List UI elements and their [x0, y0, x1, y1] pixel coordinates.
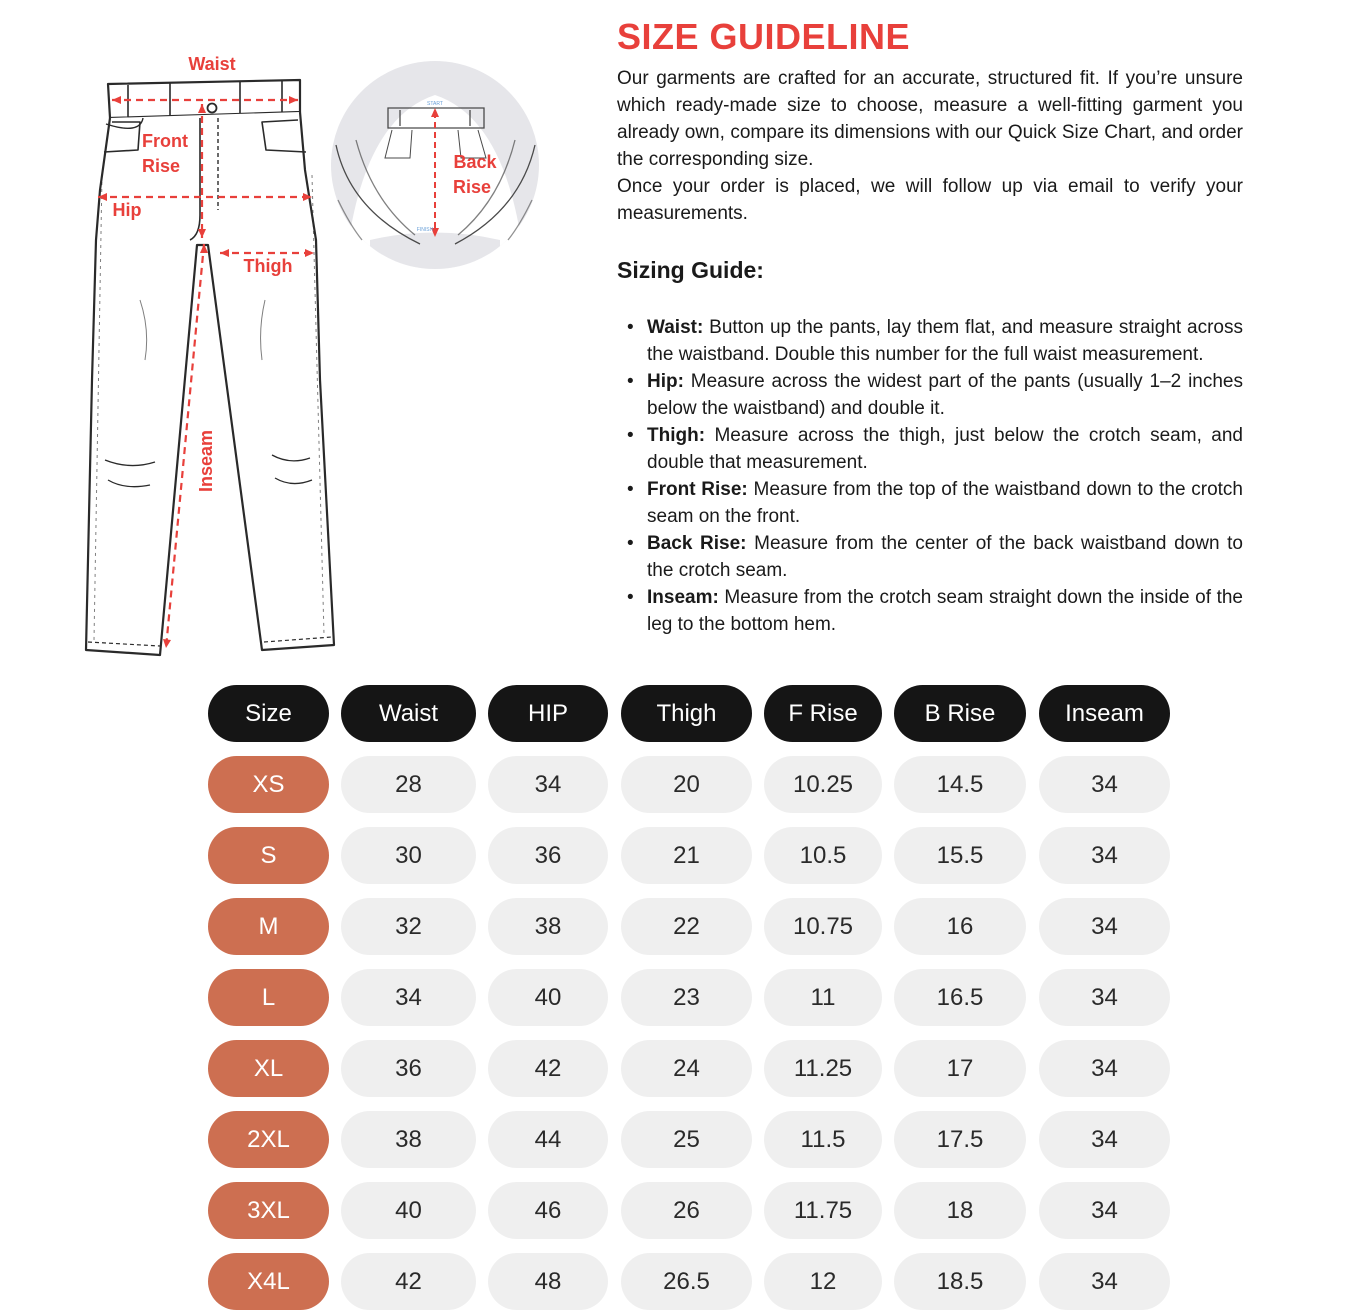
- front-rise-cell: 10.5: [764, 827, 882, 884]
- size-cell: S: [208, 827, 329, 884]
- bullet-icon: •: [627, 371, 634, 392]
- pants-front-illustration: [60, 40, 340, 670]
- front-rise-label-line1: Front: [142, 131, 188, 151]
- hip-cell: 36: [488, 827, 608, 884]
- sizing-guide-text: Button up the pants, lay them flat, and measure straight across the waistband. Double this number for the full waist measurement.: [647, 317, 1243, 365]
- hip-cell: 44: [488, 1111, 608, 1168]
- sizing-guide-text: Measure across the thigh, just below the crotch seam, and double that measurement.: [647, 425, 1243, 473]
- thigh-cell: 20: [621, 756, 752, 813]
- waist-cell: 38: [341, 1111, 476, 1168]
- inseam-label: Inseam: [196, 429, 216, 493]
- thigh-cell: 24: [621, 1040, 752, 1097]
- finish-marker: FINISH: [416, 227, 434, 233]
- sizing-guide-heading: Sizing Guide:: [617, 257, 764, 283]
- front-rise-cell: 10.25: [764, 756, 882, 813]
- back-rise-cell: 16.5: [894, 969, 1026, 1026]
- front-rise-cell: 12: [764, 1253, 882, 1310]
- intro-paragraph: Our garments are crafted for an accurate, structured fit. If you’re unsure which ready-made size to choose, measure a well-fitting garment you already own, compare its dimensions with our Quick Size Chart, and order the corresponding size.: [617, 68, 1243, 170]
- waist-cell: 36: [341, 1040, 476, 1097]
- sizing-guide-term: Waist:: [647, 317, 704, 338]
- sizing-guide-text: Measure across the widest part of the pants (usually 1–2 inches below the waistband) and double it.: [647, 371, 1243, 419]
- back-rise-cell: 18: [894, 1182, 1026, 1239]
- size-cell: XS: [208, 756, 329, 813]
- front-rise-cell: 10.75: [764, 898, 882, 955]
- size-cell: XL: [208, 1040, 329, 1097]
- size-cell: 2XL: [208, 1111, 329, 1168]
- hip-cell: 40: [488, 969, 608, 1026]
- sizing-guide-item: [617, 530, 1243, 584]
- back-rise-cell: 15.5: [894, 827, 1026, 884]
- page-title: SIZE GUIDELINE: [617, 16, 911, 57]
- waist-cell: 34: [341, 969, 476, 1026]
- back-rise-cell: 18.5: [894, 1253, 1026, 1310]
- inseam-cell: 34: [1039, 827, 1170, 884]
- inseam-cell: 34: [1039, 756, 1170, 813]
- inseam-cell: 34: [1039, 1253, 1170, 1310]
- hip-cell: 48: [488, 1253, 608, 1310]
- size-cell: 3XL: [208, 1182, 329, 1239]
- header-size: Size: [208, 685, 329, 742]
- sizing-guide-item: [617, 584, 1243, 638]
- size-cell: M: [208, 898, 329, 955]
- header-front-rise: F Rise: [764, 685, 882, 742]
- bullet-icon: •: [627, 587, 634, 608]
- waist-cell: 32: [341, 898, 476, 955]
- thigh-cell: 22: [621, 898, 752, 955]
- thigh-cell: 25: [621, 1111, 752, 1168]
- back-rise-cell: 14.5: [894, 756, 1026, 813]
- front-rise-cell: 11.5: [764, 1111, 882, 1168]
- sizing-guide-term: Hip:: [647, 371, 684, 392]
- back-rise-illustration: [330, 60, 540, 275]
- inseam-cell: 34: [1039, 898, 1170, 955]
- header-back-rise: B Rise: [894, 685, 1026, 742]
- size-cell: L: [208, 969, 329, 1026]
- sizing-guide-text: Measure from the crotch seam straight down the inside of the leg to the bottom hem.: [647, 587, 1243, 635]
- back-rise-cell: 16: [894, 898, 1026, 955]
- thigh-cell: 21: [621, 827, 752, 884]
- inseam-cell: 34: [1039, 1111, 1170, 1168]
- sizing-guide-item: [617, 476, 1243, 530]
- sizing-guide-text: Measure from the center of the back waistband down to the crotch seam.: [647, 533, 1243, 581]
- intro-followup-paragraph: Once your order is placed, we will follow up via email to verify your measurements.: [617, 176, 1243, 224]
- header-waist: Waist: [341, 685, 476, 742]
- hip-cell: 38: [488, 898, 608, 955]
- sizing-guide-text: Measure from the top of the waistband down to the crotch seam on the front.: [647, 479, 1243, 527]
- header-inseam: Inseam: [1039, 685, 1170, 742]
- size-cell: X4L: [208, 1253, 329, 1310]
- front-rise-cell: 11: [764, 969, 882, 1026]
- front-rise-label-line2: Rise: [141, 156, 181, 176]
- sizing-guide-item: [617, 422, 1243, 476]
- waist-cell: 30: [341, 827, 476, 884]
- inseam-cell: 34: [1039, 1040, 1170, 1097]
- inseam-cell: 34: [1039, 1182, 1170, 1239]
- waist-label: Waist: [188, 54, 236, 74]
- start-marker: START: [427, 101, 443, 107]
- sizing-guide-list: [617, 314, 1243, 638]
- sizing-guide-term: Inseam:: [647, 587, 719, 608]
- header-hip: HIP: [488, 685, 608, 742]
- bullet-icon: •: [627, 425, 634, 446]
- bullet-icon: •: [627, 479, 634, 500]
- thigh-cell: 23: [621, 969, 752, 1026]
- hip-label: Hip: [112, 200, 142, 220]
- waist-cell: 40: [341, 1182, 476, 1239]
- inseam-cell: 34: [1039, 969, 1170, 1026]
- back-rise-label-line2: Rise: [452, 177, 492, 197]
- waist-cell: 42: [341, 1253, 476, 1310]
- hip-cell: 42: [488, 1040, 608, 1097]
- bullet-icon: •: [627, 533, 634, 554]
- hip-cell: 46: [488, 1182, 608, 1239]
- thigh-cell: 26.5: [621, 1253, 752, 1310]
- sizing-guide-term: Back Rise:: [647, 533, 747, 554]
- sizing-guide-item: [617, 368, 1243, 422]
- bullet-icon: •: [627, 317, 634, 338]
- header-thigh: Thigh: [621, 685, 752, 742]
- hip-cell: 34: [488, 756, 608, 813]
- sizing-guide-term: Thigh:: [647, 425, 706, 446]
- thigh-cell: 26: [621, 1182, 752, 1239]
- back-rise-label-line1: Back: [453, 152, 497, 172]
- sizing-guide-item: [617, 314, 1243, 368]
- back-rise-cell: 17: [894, 1040, 1026, 1097]
- thigh-label: Thigh: [243, 256, 293, 276]
- sizing-guide-term: Front Rise:: [647, 479, 748, 500]
- front-rise-cell: 11.25: [764, 1040, 882, 1097]
- back-rise-cell: 17.5: [894, 1111, 1026, 1168]
- front-rise-cell: 11.75: [764, 1182, 882, 1239]
- waist-cell: 28: [341, 756, 476, 813]
